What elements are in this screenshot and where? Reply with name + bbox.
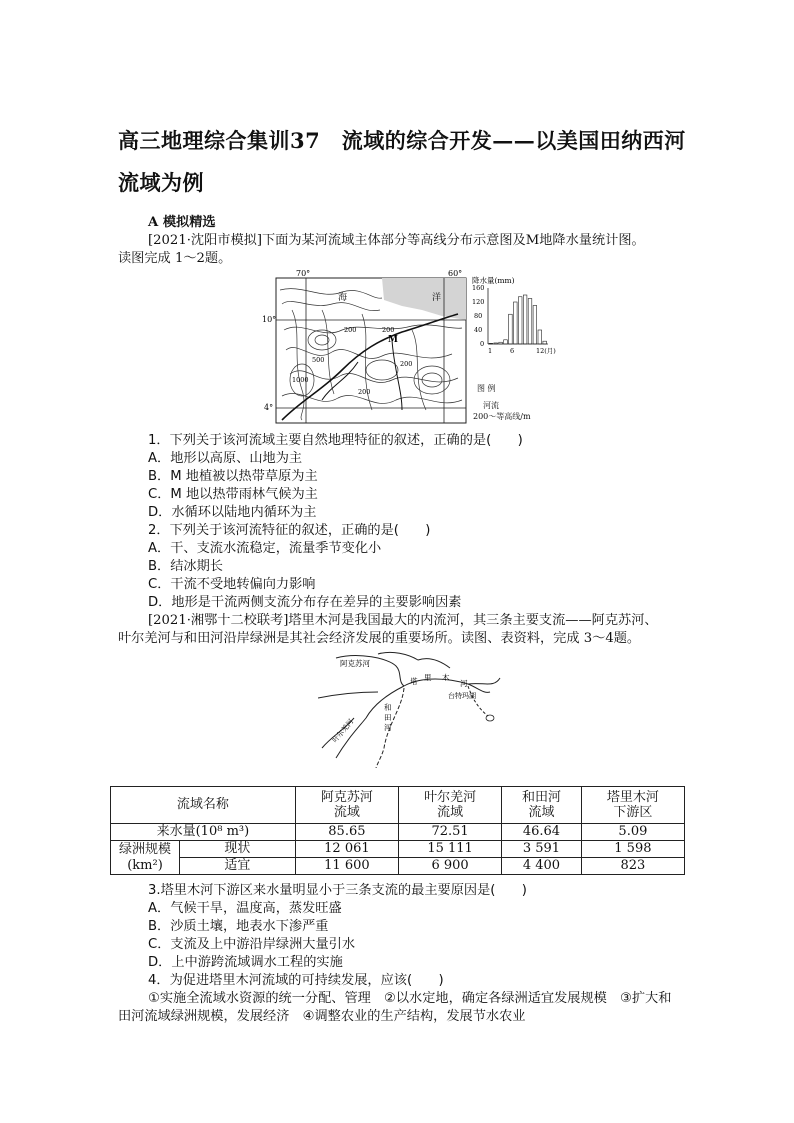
table-cell: 5.09 bbox=[581, 824, 684, 841]
q4-stem: 4．为促进塔里木河流域的可持续发展，应该( ) bbox=[148, 973, 444, 988]
y-tick-label: 120 bbox=[472, 298, 485, 306]
table-cell: 12 061 bbox=[295, 841, 398, 858]
yarkand-label: 叶尔羌河 bbox=[330, 717, 356, 745]
precip-bar-7 bbox=[518, 297, 522, 344]
legend-river: 河流 bbox=[483, 401, 499, 410]
precipitation-chart bbox=[470, 274, 560, 354]
contour-label: 200 bbox=[400, 360, 413, 368]
table-col-header: 塔里木河 下游区 bbox=[581, 787, 684, 824]
q3-option-c[interactable]: C．支流及上中游沿岸绿洲大量引水 bbox=[148, 937, 356, 952]
table-cell: 3 591 bbox=[502, 841, 582, 858]
precip-bar-10 bbox=[533, 306, 537, 345]
section-heading: A 模拟精选 bbox=[148, 215, 216, 230]
table-row bbox=[111, 824, 685, 841]
q3-option-b[interactable]: B．沙质土壤，地表水下渗严重 bbox=[148, 919, 329, 934]
q2-option-d[interactable]: D．地形是干流两侧支流分布存在差异的主要影响因素 bbox=[148, 595, 462, 610]
contour-label: 500 bbox=[312, 356, 325, 364]
table-col-header: 叶尔羌河 流域 bbox=[398, 787, 501, 824]
contour-label: 200 bbox=[358, 388, 371, 396]
tarim-label: 木 bbox=[442, 673, 450, 682]
precip-bar-6 bbox=[514, 302, 518, 344]
y-tick-label: 40 bbox=[474, 326, 483, 334]
upper-branch bbox=[318, 692, 378, 698]
legend-contour: 200～等高线/m bbox=[473, 412, 531, 421]
contour-map bbox=[262, 270, 483, 428]
lon-label-right: 60° bbox=[448, 270, 463, 278]
precip-bar-9 bbox=[528, 299, 532, 345]
lat-label-top: 10° bbox=[262, 315, 277, 324]
q2-option-b[interactable]: B．结冰期长 bbox=[148, 559, 223, 574]
x-tick-label: 1 bbox=[488, 347, 493, 354]
q1-option-c[interactable]: C．M 地以热带雨林气候为主 bbox=[148, 487, 318, 502]
group-label: 绿洲规模 (km²) bbox=[111, 841, 180, 875]
table-cell: 11 600 bbox=[295, 858, 398, 875]
lower-reach bbox=[468, 686, 488, 716]
tarim-label: 里 bbox=[424, 673, 432, 682]
hotan-label: 河 bbox=[384, 723, 392, 732]
y-tick-label: 0 bbox=[480, 340, 485, 348]
q1-option-a[interactable]: A．地形以高原、山地为主 bbox=[148, 451, 303, 466]
table-cell: 15 111 bbox=[398, 841, 501, 858]
intro-2-line-2: 叶尔羌河与和田河沿岸绿洲是其社会经济发展的重要场所。读图、表资料，完成 3～4题。 bbox=[118, 631, 641, 646]
hotan-label: 田 bbox=[384, 713, 392, 722]
row-label: 现状 bbox=[180, 841, 296, 858]
ocean-label: 洋 bbox=[432, 293, 442, 303]
map-legend bbox=[473, 383, 533, 428]
y-tick-label: 80 bbox=[474, 312, 483, 320]
tarim-river-map bbox=[318, 648, 504, 768]
precip-bar-4 bbox=[504, 340, 508, 344]
table-cell: 72.51 bbox=[398, 824, 501, 841]
contour-label: 200 bbox=[344, 326, 357, 334]
basin-data-table bbox=[110, 786, 685, 875]
y-tick-label: 160 bbox=[472, 284, 485, 292]
intro-2-line-1: [2021·湘鄂十二校联考]塔里木河是我国最大的内流河，其三条主要支流——阿克苏河、 bbox=[148, 613, 658, 628]
legend-title: 图 例 bbox=[477, 384, 496, 393]
q3-stem: 3.塔里木河下游区来水量明显小于三条支流的最主要原因是( ) bbox=[148, 883, 527, 898]
table-cell: 6 900 bbox=[398, 858, 501, 875]
lon-label-left: 70° bbox=[296, 270, 311, 278]
q2-option-a[interactable]: A．干、支流水流稳定，流量季节变化小 bbox=[148, 541, 382, 556]
precip-bar-5 bbox=[509, 314, 513, 344]
intro-1-line-2: 读图完成 1～2题。 bbox=[118, 251, 232, 266]
sea-label: 海 bbox=[338, 293, 348, 303]
tarim-lower bbox=[468, 678, 500, 684]
table-cell: 823 bbox=[581, 858, 684, 875]
precip-bar-12 bbox=[543, 341, 547, 344]
q4-body: ①实施全流域水资源的统一分配、管理 ②以水定地，确定各绿洲适宜发展规模 ③扩大和田河流域绿洲规模，发展经济 ④调整农业的生产结构，发展节水农业 bbox=[118, 991, 672, 1024]
hotan-label: 和 bbox=[384, 703, 392, 712]
aksu-branch bbox=[378, 652, 450, 668]
q3-option-a[interactable]: A．气候干旱，温度高，蒸发旺盛 bbox=[148, 901, 342, 916]
table-col-header: 和田河 流域 bbox=[502, 787, 582, 824]
page-title: 高三地理综合集训37 流域的综合开发——以美国田纳西河流域为例 bbox=[118, 128, 686, 195]
q2-option-c[interactable]: C．干流不受地转偏向力影响 bbox=[148, 577, 316, 592]
taitema-label: 台特玛湖 bbox=[448, 692, 476, 700]
q3-option-d[interactable]: D．上中游跨流域调水工程的实施 bbox=[148, 955, 343, 970]
row-label: 来水量(10⁸ m³) bbox=[111, 824, 296, 841]
x-tick-label: 6 bbox=[510, 347, 515, 354]
table-row bbox=[111, 858, 685, 875]
aksu-label: 阿克苏河 bbox=[340, 659, 370, 668]
table-cell: 1 598 bbox=[581, 841, 684, 858]
x-tick-label: 12(月) bbox=[536, 347, 556, 354]
table-col-header: 阿克苏河 流域 bbox=[295, 787, 398, 824]
contour-label: 1000 bbox=[292, 376, 309, 384]
row-label: 适宜 bbox=[180, 858, 296, 875]
taitema-lake bbox=[486, 715, 494, 721]
contour-label: 200 bbox=[382, 326, 395, 334]
q1-option-b[interactable]: B．M 地植被以热带草原为主 bbox=[148, 469, 318, 484]
q1-option-d[interactable]: D．水循环以陆地内循环为主 bbox=[148, 505, 317, 520]
tarim-label: 河 bbox=[460, 679, 468, 688]
q1-stem: 1．下列关于该河流域主要自然地理特征的叙述，正确的是( ) bbox=[148, 433, 523, 448]
point-m-label: M bbox=[388, 335, 398, 345]
tarim-label: 塔 bbox=[410, 677, 418, 686]
table-cell: 4 400 bbox=[502, 858, 582, 875]
precip-bar-8 bbox=[523, 295, 527, 344]
intro-1-line-1: [2021·沈阳市模拟]下面为某河流域主体部分等高线分布示意图及M地降水量统计图。 bbox=[148, 233, 645, 248]
table-row bbox=[111, 841, 685, 858]
q2-stem: 2．下列关于该河流特征的叙述，正确的是( ) bbox=[148, 523, 431, 538]
table-header-label: 流域名称 bbox=[111, 787, 296, 824]
precip-bar-11 bbox=[538, 330, 542, 344]
table-cell: 85.65 bbox=[295, 824, 398, 841]
table-cell: 46.64 bbox=[502, 824, 582, 841]
lat-label-bottom: 4° bbox=[264, 403, 274, 412]
chart-ylabel: 降水量(mm) bbox=[472, 276, 515, 285]
